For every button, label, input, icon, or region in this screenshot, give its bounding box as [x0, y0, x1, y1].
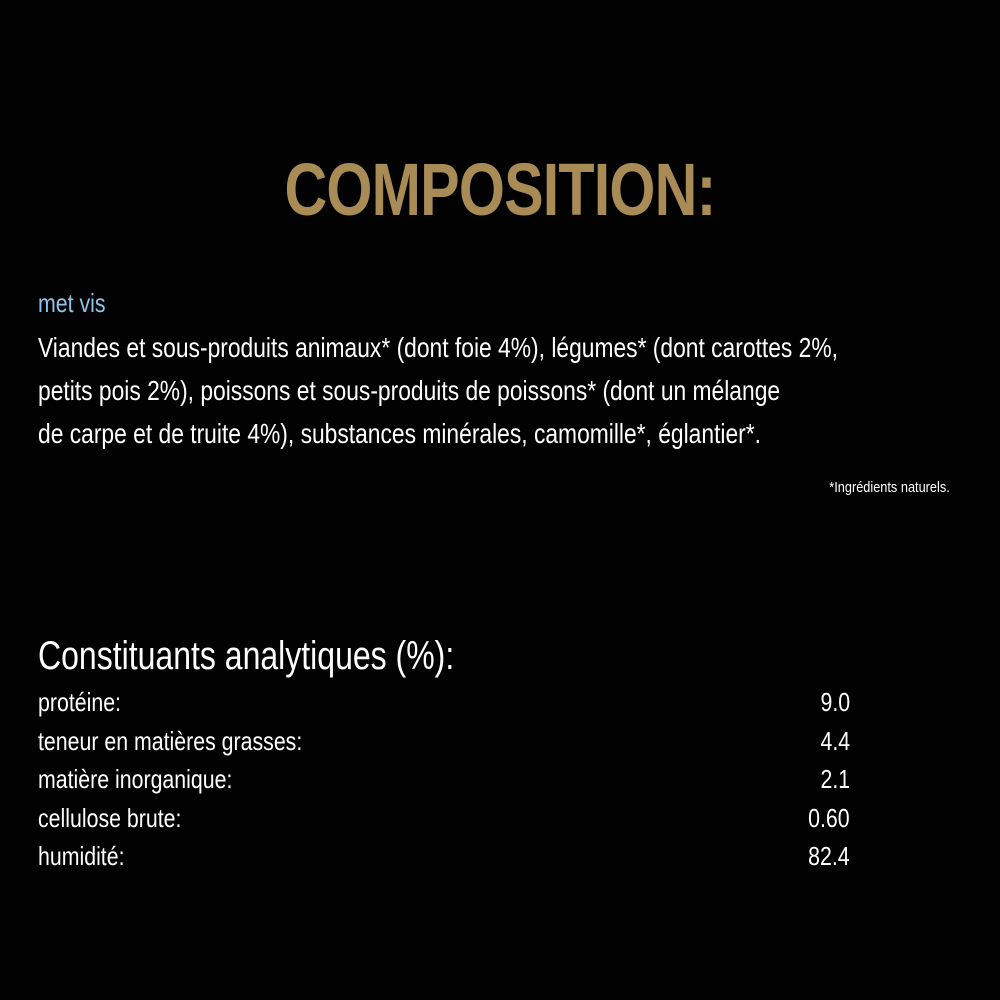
analytics-table — [38, 683, 850, 876]
analytics-label: protéine: — [38, 687, 121, 717]
analytics-value: 9.0 — [820, 687, 850, 717]
analytics-value: 0.60 — [808, 802, 850, 833]
ingredients-line: de carpe et de truite 4%), substances minérales, camomille*, églantier*. — [38, 418, 761, 449]
analytics-label: humidité: — [38, 841, 125, 871]
analytics-label: cellulose brute: — [38, 802, 182, 833]
analytics-row-fat — [38, 722, 850, 761]
analytics-label: matière inorganique: — [38, 764, 233, 794]
analytics-row-fibre — [38, 799, 850, 838]
variant-label: met vis — [38, 288, 106, 318]
ingredients-line: Viandes et sous-produits animaux* (dont foie 4%), légumes* (dont carottes 2%, — [38, 332, 838, 363]
analytics-heading: Constituants analytiques (%): — [38, 634, 455, 678]
natural-ingredients-footnote: *Ingrédients naturels. — [829, 479, 950, 496]
analytics-value: 82.4 — [808, 841, 850, 871]
analytics-row-protein — [38, 683, 850, 722]
analytics-label: teneur en matières grasses: — [38, 725, 303, 756]
ingredients-text — [38, 326, 959, 455]
analytics-row-moisture — [38, 837, 850, 876]
ingredients-line: petits pois 2%), poissons et sous-produits de poissons* (dont un mélange — [38, 375, 781, 406]
analytics-row-ash — [38, 760, 850, 799]
analytics-value: 2.1 — [820, 764, 850, 794]
composition-title: COMPOSITION: — [284, 148, 716, 231]
analytics-value: 4.4 — [820, 725, 850, 756]
